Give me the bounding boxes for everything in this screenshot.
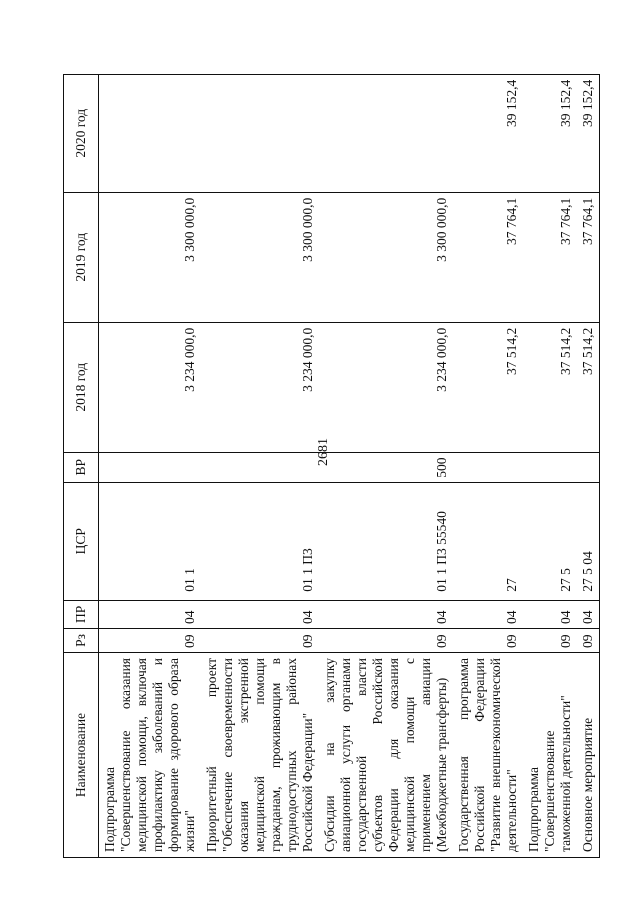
row-2019: 3 300 000,0 xyxy=(201,192,319,322)
page-number: 2681 xyxy=(316,438,331,466)
row-vr xyxy=(453,452,523,482)
table-row xyxy=(453,74,523,857)
row-name: Государственная программа Российской Федерации "Развитие внешнеэкономической деятельности" xyxy=(453,653,523,858)
row-2018: 3 234 000,0 xyxy=(99,322,202,452)
header-csr: ЦСР xyxy=(64,482,99,600)
row-name: Приоритетный проект "Обеспечение своевременности оказания экстренной медицинской помощи гражданам, проживающим в труднодоступных районах Российской Федерации" xyxy=(201,653,319,858)
row-2019: 37 764,1 xyxy=(523,192,577,322)
header-name: Наименование xyxy=(64,653,99,858)
row-vr xyxy=(577,452,600,482)
row-pr: 04 xyxy=(99,600,202,628)
row-pr: 04 xyxy=(523,600,577,628)
row-rz: 09 xyxy=(201,629,319,653)
row-pr: 04 xyxy=(201,600,319,628)
row-csr: 01 1 xyxy=(99,482,202,600)
row-name: Подпрограмма "Совершенствование оказания медицинской помощи, включая профилактику заболеваний и формирование здорового образа жизни" xyxy=(99,653,202,858)
row-2018: 37 514,2 xyxy=(453,322,523,452)
header-pr: ПР xyxy=(64,600,99,628)
row-rz: 09 xyxy=(577,629,600,653)
table-row xyxy=(99,74,202,857)
row-csr: 01 1 П3 55540 xyxy=(319,482,453,600)
row-pr: 04 xyxy=(577,600,600,628)
row-vr xyxy=(201,452,319,482)
row-name: Подпрограмма "Совершенствование таможенной деятельности" xyxy=(523,653,577,858)
row-vr xyxy=(523,452,577,482)
row-rz: 09 xyxy=(99,629,202,653)
header-rz: Рз xyxy=(64,629,99,653)
row-2020: 39 152,4 xyxy=(577,74,600,192)
row-2018: 37 514,2 xyxy=(523,322,577,452)
row-csr: 27 5 04 xyxy=(577,482,600,600)
row-2020: 39 152,4 xyxy=(523,74,577,192)
table-row xyxy=(201,74,319,857)
row-csr: 27 5 xyxy=(523,482,577,600)
row-2019: 3 300 000,0 xyxy=(319,192,453,322)
row-name: Основное мероприятие xyxy=(577,653,600,858)
table-header-row xyxy=(64,74,99,857)
row-rz: 09 xyxy=(319,629,453,653)
row-2020: 39 152,4 xyxy=(453,74,523,192)
row-pr: 04 xyxy=(453,600,523,628)
row-rz: 09 xyxy=(453,629,523,653)
row-2018: 3 234 000,0 xyxy=(201,322,319,452)
header-2018: 2018 год xyxy=(64,322,99,452)
row-rz: 09 xyxy=(523,629,577,653)
table-row xyxy=(319,74,453,857)
row-vr: 500 xyxy=(319,452,453,482)
table-row xyxy=(577,74,600,857)
row-2018: 3 234 000,0 xyxy=(319,322,453,452)
row-pr: 04 xyxy=(319,600,453,628)
header-2019: 2019 год xyxy=(64,192,99,322)
table-row xyxy=(523,74,577,857)
budget-table xyxy=(63,74,600,858)
row-csr: 27 xyxy=(453,482,523,600)
row-2019: 37 764,1 xyxy=(453,192,523,322)
header-2020: 2020 год xyxy=(64,74,99,192)
row-2020 xyxy=(201,74,319,192)
header-vr: ВР xyxy=(64,452,99,482)
row-name: Субсидии на закупку авиационной услуги органами государственной власти субъектов Российской Федерации для оказания медицинской помощи с применением авиации (Межбюджетные трансферты) xyxy=(319,653,453,858)
row-2020 xyxy=(319,74,453,192)
row-2019: 37 764,1 xyxy=(577,192,600,322)
row-csr: 01 1 П3 xyxy=(201,482,319,600)
row-2019: 3 300 000,0 xyxy=(99,192,202,322)
row-2020 xyxy=(99,74,202,192)
row-vr xyxy=(99,452,202,482)
row-2018: 37 514,2 xyxy=(577,322,600,452)
